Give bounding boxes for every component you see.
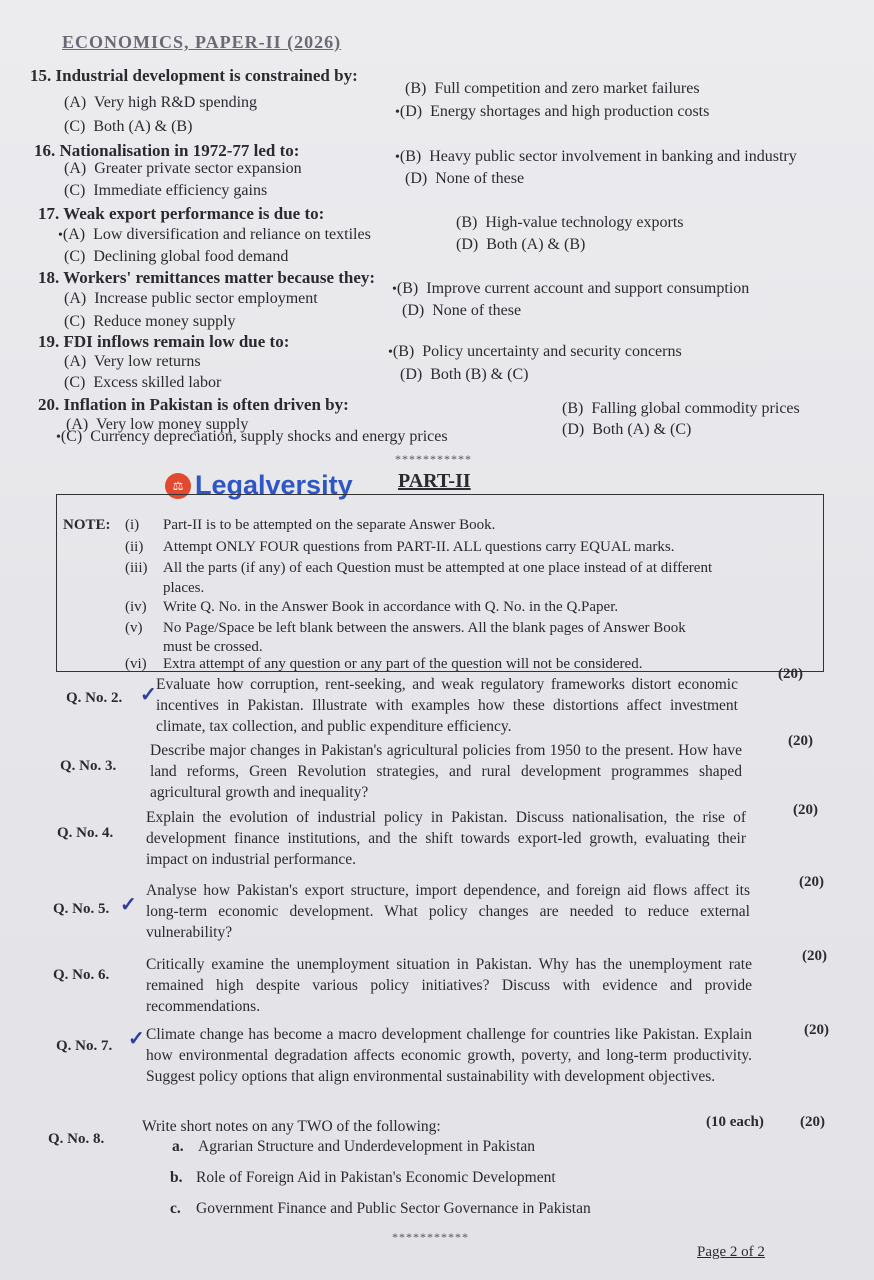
question-8-item-a: a. Agrarian Structure and Underdevelopment in Pakistan — [172, 1138, 536, 1155]
question-3-text: Describe major changes in Pakistan's agricultural policies from 1950 to the present. How have land reforms, Green Revolution strategies, and rural development programmes shaped agricultural growth and inequality? — [150, 742, 742, 801]
mcq-17-option-b: (B) High-value technology exports — [456, 214, 684, 231]
note-item-4: (iv) Write Q. No. in the Answer Book in accordance with Q. No. in the Q.Paper. — [125, 599, 619, 615]
mcq-15-option-d: •(D) Energy shortages and high production costs — [395, 103, 710, 120]
question-3-marks: (20) — [788, 733, 813, 749]
question-6-number: Q. No. 6. — [53, 967, 110, 983]
question-4-text: Explain the evolution of industrial policy in Pakistan. Discuss nationalisation, the rise of development finance institutions, and the shift towards export-led growth, evaluating their impact on industrial performance. — [146, 809, 746, 868]
mcq-17-option-d: (D) Both (A) & (B) — [456, 236, 586, 253]
mcq-20-stem: 20. Inflation in Pakistan is often driven by: — [38, 395, 349, 414]
question-6-marks: (20) — [802, 948, 827, 964]
mcq-19-stem: 19. FDI inflows remain low due to: — [38, 332, 290, 351]
question-7-number: Q. No. 7. — [56, 1038, 113, 1054]
mcq-17-option-c: (C) Declining global food demand — [64, 248, 289, 265]
mcq-20-option-c: •(C) Currency depreciation, supply shocks and energy prices — [56, 428, 448, 445]
question-2-number: Q. No. 2. — [66, 690, 123, 706]
checkmark-icon: ✓ — [128, 1028, 145, 1050]
mcq-15-option-a: (A) Very high R&D spending — [64, 94, 258, 111]
mcq-18-option-c: (C) Reduce money supply — [64, 313, 236, 330]
mcq-15-stem: 15. Industrial development is constrained by: — [30, 66, 358, 85]
mcq-18-stem: 18. Workers' remittances matter because they: — [38, 268, 376, 287]
note-item-5: (v) No Page/Space be left blank between the answers. All the blank pages of Answer Book — [125, 620, 686, 636]
question-5-number: Q. No. 5. — [53, 901, 110, 917]
mcq-19-option-d: (D) Both (B) & (C) — [400, 366, 529, 383]
instructions-box — [56, 494, 824, 672]
note-item-1: (i) Part-II is to be attempted on the separate Answer Book. — [125, 517, 496, 533]
mcq-16-option-a: (A) Greater private sector expansion — [64, 160, 302, 177]
question-8-each-marks: (10 each) — [706, 1114, 764, 1130]
question-7-text: Climate change has become a macro development challenge for countries like Pakistan. Explain how environmental degradation affects economic growth, poverty, and long-term productivity. Suggest policy options that align environmental sustainability with development objectives. — [146, 1026, 752, 1085]
question-8-item-b: b. Role of Foreign Aid in Pakistan's Economic Development — [170, 1169, 556, 1186]
note-item-6: (vi) Extra attempt of any question or any part of the question will not be considered. — [125, 656, 643, 672]
mcq-16-option-b: •(B) Heavy public sector involvement in banking and industry — [395, 148, 797, 165]
question-8-text: Write short notes on any TWO of the following: — [142, 1118, 441, 1135]
mcq-18-option-a: (A) Increase public sector employment — [64, 290, 318, 307]
paper-title: ECONOMICS, PAPER-II (2026) — [62, 32, 342, 52]
question-8-number: Q. No. 8. — [48, 1131, 105, 1147]
question-4-marks: (20) — [793, 802, 818, 818]
mcq-19-option-b: •(B) Policy uncertainty and security concerns — [388, 343, 682, 360]
mcq-16-option-c: (C) Immediate efficiency gains — [64, 182, 268, 199]
note-item-3: (iii) All the parts (if any) of each Question must be attempted at one place instead of at different — [125, 560, 713, 576]
question-3-number: Q. No. 3. — [60, 758, 117, 774]
mcq-15-option-b: (B) Full competition and zero market failures — [405, 80, 700, 97]
mcq-18-option-b: •(B) Improve current account and support consumption — [392, 280, 750, 297]
logo-text: Legalversity — [195, 470, 353, 500]
mcq-16-stem: 16. Nationalisation in 1972-77 led to: — [34, 141, 300, 160]
mcq-19-option-a: (A) Very low returns — [64, 353, 201, 370]
question-2-marks: (20) — [778, 666, 803, 682]
question-2-text: Evaluate how corruption, rent-seeking, and weak regulatory frameworks distort economic incentives in Pakistan. Illustrate with examples how these distortions affect investment climate, tax collection, and public expenditure efficiency. — [156, 676, 738, 735]
note-item-2: (ii) Attempt ONLY FOUR questions from PART-II. ALL questions carry EQUAL marks. — [125, 539, 675, 555]
mcq-17-stem: 17. Weak export performance is due to: — [38, 204, 325, 223]
mcq-20-option-a: (A) Very low money supply — [66, 416, 249, 433]
section-separator-stars: *********** — [395, 452, 472, 466]
question-8-marks: (20) — [800, 1114, 825, 1130]
note-item-5-cont: must be crossed. — [163, 639, 263, 655]
end-separator-stars: *********** — [392, 1230, 469, 1244]
note-label: NOTE: — [63, 517, 111, 533]
note-item-3-cont: places. — [163, 580, 205, 596]
mcq-17-option-a: •(A) Low diversification and reliance on textiles — [58, 226, 371, 243]
mcq-19-option-c: (C) Excess skilled labor — [64, 374, 222, 391]
mcq-18-option-d: (D) None of these — [402, 302, 522, 319]
checkmark-icon: ✓ — [140, 684, 157, 706]
logo-emblem-icon: ⚖ — [165, 473, 191, 499]
mcq-20-option-d: (D) Both (A) & (C) — [562, 421, 692, 438]
checkmark-icon: ✓ — [120, 894, 137, 916]
question-7-marks: (20) — [804, 1022, 829, 1038]
part-title: PART-II — [398, 470, 471, 492]
mcq-16-option-d: (D) None of these — [405, 170, 525, 187]
question-8-item-c: c. Government Finance and Public Sector Governance in Pakistan — [170, 1200, 591, 1217]
question-6-text: Critically examine the unemployment situation in Pakistan. Why has the unemployment rate remained high despite various policy initiatives? Discuss with evidence and provide recommendations. — [146, 956, 752, 1015]
question-5-text: Analyse how Pakistan's export structure, import dependence, and foreign aid flows affect its long-term economic development. What policy changes are needed to reduce external vulnerability? — [146, 882, 750, 941]
question-5-marks: (20) — [799, 874, 824, 890]
question-4-number: Q. No. 4. — [57, 825, 114, 841]
mcq-15-option-c: (C) Both (A) & (B) — [64, 118, 193, 135]
page-number: Page 2 of 2 — [697, 1244, 765, 1260]
mcq-20-option-b: (B) Falling global commodity prices — [562, 400, 800, 417]
